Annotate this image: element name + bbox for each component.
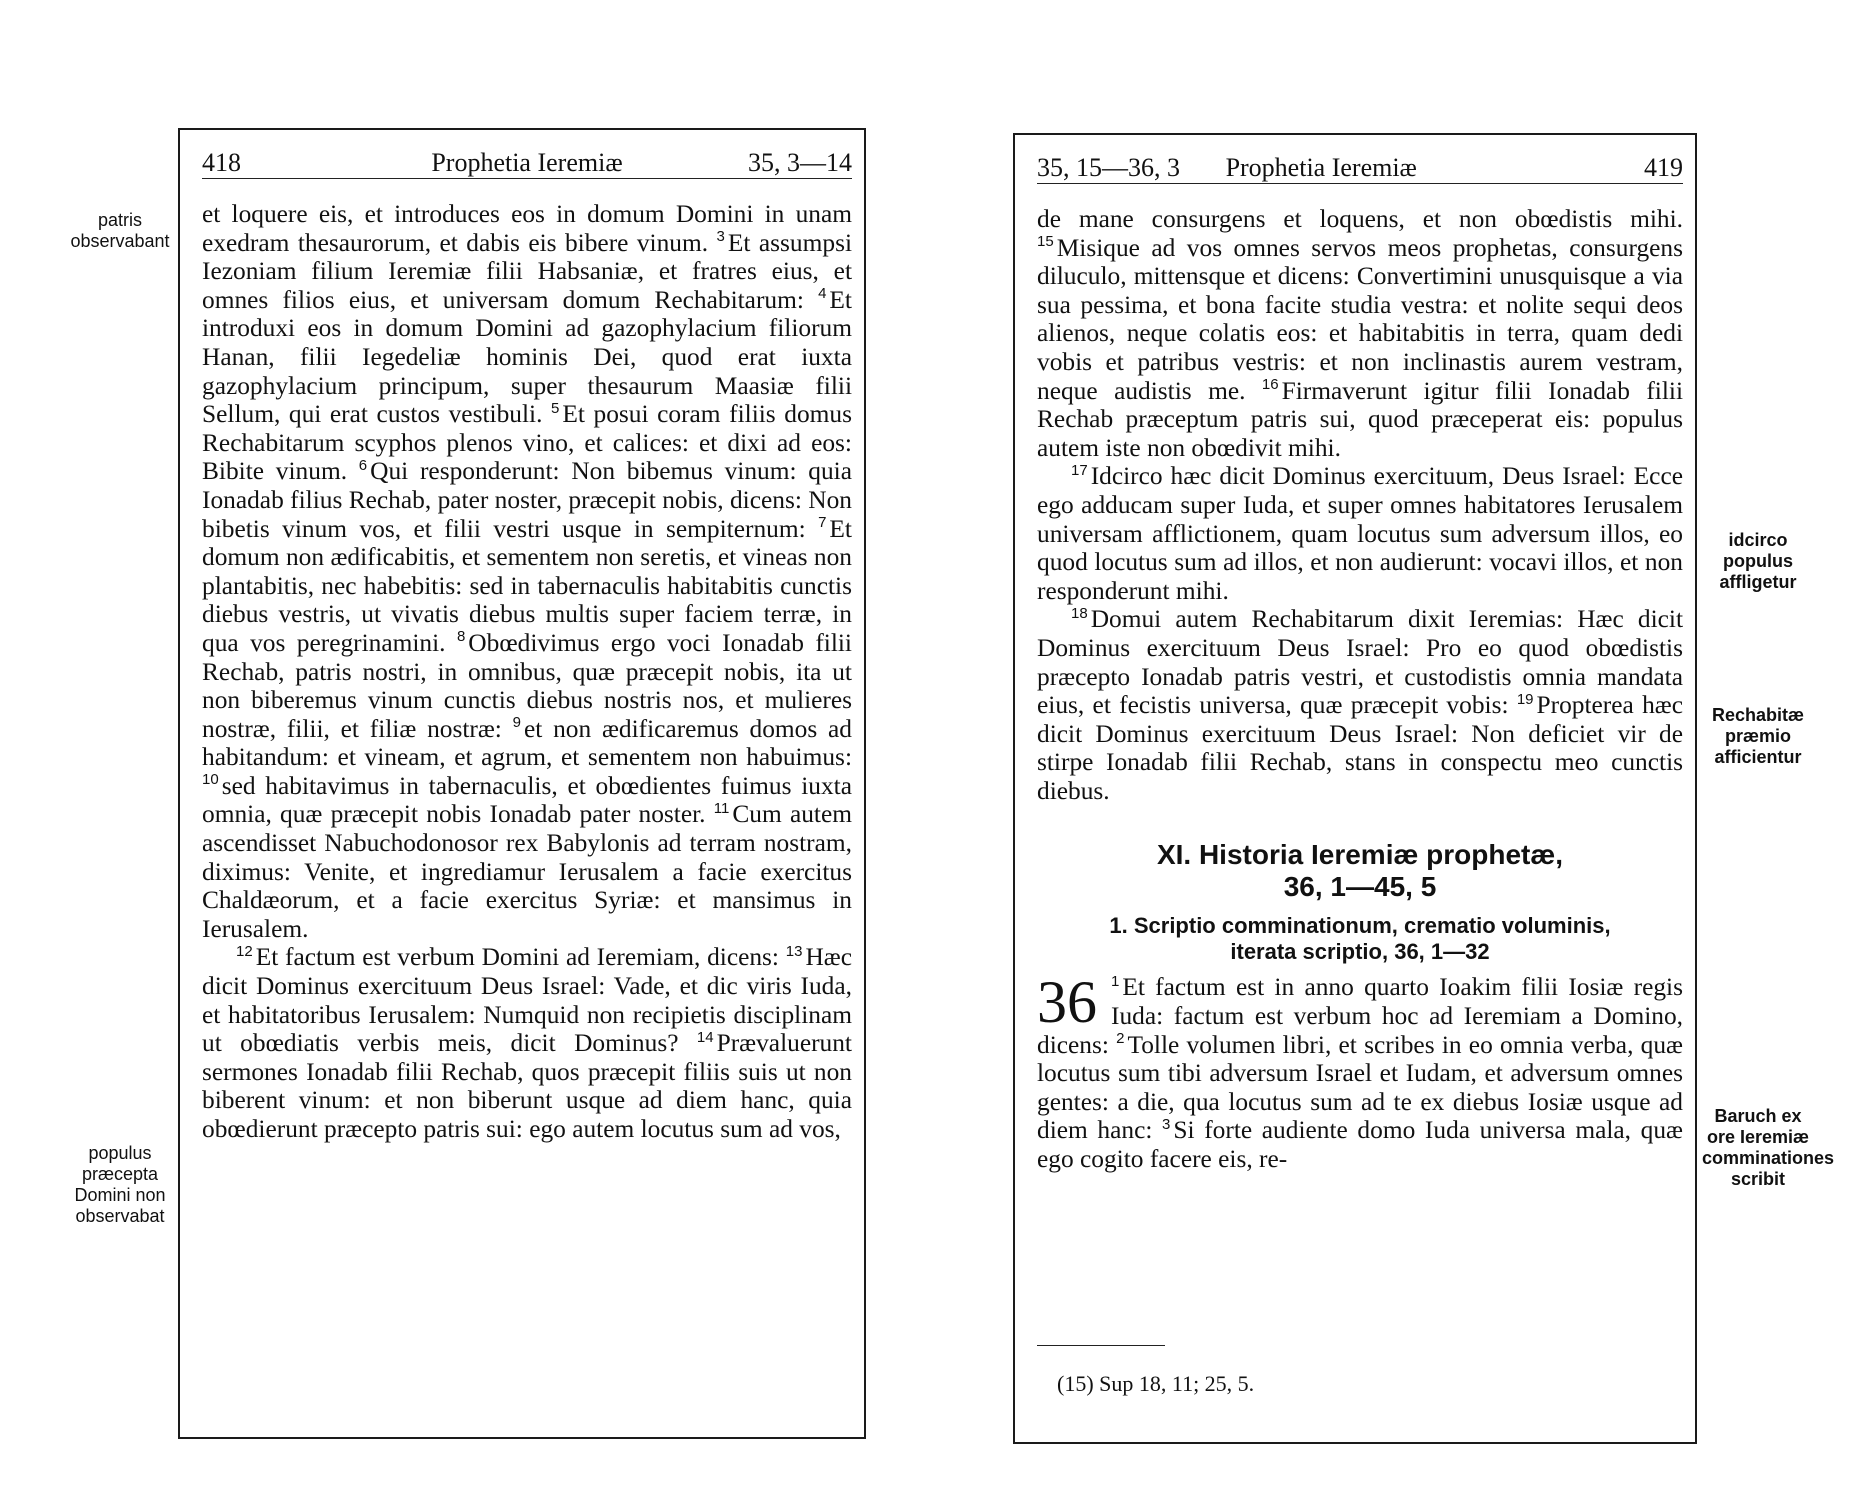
running-head-right [1037,153,1683,184]
verse-text: de mane consurgens et loquens, et non obœdistis mihi. [1037,205,1683,233]
verse-number: 3 [716,228,725,246]
paragraph [1037,462,1683,605]
verse-text: Firmaverunt igitur filii Ionadab filii Rechab præceptum patris sui, quod præceperat eis: populus autem iste non obœdivit mihi. [1037,376,1683,462]
verse-text: Prævaluerunt sermones Ionadab filii Rechab, quos præcepit filiis suis ut non biberent vinum: et non biberunt usque ad diem hanc, quia obœdierunt præcepto patris sui: ego autem locutus sum ad vos, [202,1029,852,1143]
paragraph [1037,205,1683,462]
section-title-line: XI. Historia Ieremiæ prophetæ, [1156,839,1564,871]
verse-range: 35, 3—14 [748,148,852,177]
footnote-divider [1037,1345,1165,1346]
verse-number: 17 [1071,461,1088,479]
verse-number: 8 [456,628,466,646]
verse-text: Propterea hæc dicit Dominus exercituum Deus Israel: Non deficiet vir de stirpe Ionadab filii Rechab, stans in conspectu meo cunctis diebus. [1037,691,1683,805]
margin-note: populus præcepta Domini non observabat [74,1143,166,1226]
verse-number: 13 [785,942,803,960]
right-paragraphs [1037,205,1683,805]
verse-number: 11 [713,800,730,817]
sub-title-line: 1. Scriptio comminationum, crematio voluminis, [1109,913,1611,939]
verse-number: 14 [696,1028,714,1046]
page-title: Prophetia Ieremiæ [431,148,623,177]
margin-note: patris observabant [70,210,170,251]
verse-number: 15 [1037,233,1054,251]
verse-number: 16 [1261,376,1279,394]
verse-range: 35, 15—36, 3 [1037,153,1180,182]
verse-text: Si forte audiente domo Iuda universa mala, quæ ego cogito facere eis, re- [1037,1116,1683,1174]
verse-text: Hæc dicit Dominus exercituum Deus Israel: Vade, et dic viris Iuda, et habitatoribus Ierusalem: Numquid non recipietis disciplinam ut obœdiatis verbis meis, dicit Dominus? [202,943,852,1058]
verse-number: 4 [818,285,827,303]
verse-number: 3 [1162,1115,1171,1133]
margin-note: idcirco populus affligetur [1719,530,1797,592]
paragraph [202,943,852,1143]
verse-number: 1 [1111,973,1120,990]
verse-text: Qui responderunt: Non bibemus vinum: quia Ionadab filius Rechab, pater noster, præcepit nobis, dicens: Non bibetis vinum vos, et filii vestri usque in sempiternum: [202,457,852,543]
verse-text: sed habitavimus in tabernaculis, et obœdientes fuimus iuxta omnia, quæ præcepit nobis Ionadab pater noster. [202,771,852,829]
verse-number: 6 [358,456,368,474]
page-title: Prophetia Ieremiæ [1225,153,1417,182]
verse-text: et loquere eis, et introduces eos in domum Domini in unam exedram thesaurorum, et dabis eis bibere vinum. [202,200,852,257]
paragraph [1037,605,1683,805]
verse-number: 12 [236,942,253,960]
verse-text: Misique ad vos omnes servos meos prophetas, consurgens diluculo, mittensque et dicens: Convertimini unusquisque a via sua pessima, et bona facite studia vestra: et nolite sequi deos alienos, neque colatis eos: et habitabitis in terra, quam dedi vobis et patribus vestris: et non inclinastis aurem vestram, neque audistis me. [1037,233,1683,405]
footnote: (15) Sup 18, 11; 25, 5. [1057,1371,1255,1396]
verse-text: Et domum non ædificabitis, et sementem non seretis, et vineas non plantabitis, nec habebitis: sed in tabernaculis habitabitis cunctis diebus vestris, ut vivatis diebus multis super faciem terræ, in qua vos peregrinamini. [202,514,852,657]
right-body-text [1037,205,1683,1174]
verse-text: Et factum est verbum Domini ad Ieremiam, dicens: [255,943,786,972]
verse-text: Et posui coram filiis domus Rechabitarum scyphos plenos vino, et calices: et dixi ad eos: Bibite vinum. [202,400,852,486]
verse-number: 5 [551,399,560,417]
section-title [1037,839,1683,903]
right-page [1013,133,1697,1444]
verse-text: Et introduxi eos in domum Domini ad gazophylacium filiorum Hanan, filii Iegedeliæ hominis Dei, quod erat iuxta gazophylacium principum, super thesaurum Maasiæ filii Sellum, qui erat custos vestibuli. [202,285,852,429]
verse-number: 10 [202,771,219,789]
verse-text: Et assumpsi Iezoniam filium Ieremiæ filii Habsaniæ, et fratres eius, et omnes filios eius, et universam domum Rechabitarum: [202,228,852,314]
paragraph [202,200,852,943]
verse-text: Cum autem ascendisset Nabuchodonosor rex Babylonis ad terram nostram, diximus: Venite, et ingrediamur Ierusalem a facie exercitus Chaldæorum, et a facie exercitus Syriæ: et mansimus in Ierusalem. [202,800,852,943]
page-number: 419 [1644,153,1683,182]
running-head-left [202,148,852,179]
margin-note: Baruch ex ore Ieremiæ comminationes scribit [1702,1106,1835,1189]
verse-text: et non ædificaremus domos ad habitandum: et vineam, et agrum, et sementem non habuimus: [202,714,852,772]
verse-number: 9 [512,714,521,732]
page-number: 418 [202,148,241,177]
verse-text: Et factum est in anno quarto Ioakim filii Iosiæ regis Iuda: factum est verbum hoc ad Ieremiam a Domino, dicens: [1037,973,1683,1059]
chapter-number: 36 [1037,969,1097,1036]
verse-number: 7 [818,514,827,532]
verse-text: Domui autem Rechabitarum dixit Ieremias: Hæc dicit Dominus exercituum Deus Israel: Pro eo quod obœdistis præcepto Ionadab patris vestri, et custodistis omnia mandata eius, et fecistis universa, quæ præcepit vobis: [1037,605,1683,720]
verse-number: 18 [1071,604,1088,622]
left-body-text [202,200,852,1144]
sub-title-line: iterata scriptio, 36, 1—32 [1230,939,1490,965]
verse-text: Obœdivimus ergo voci Ionadab filii Rechab, patris nostri, in omnibus, quæ præcepit nobis, ita ut non biberemus vinum cunctis diebus nostris nos, et mulieres nostræ, filii, et filiæ nostræ: [202,628,852,743]
sub-title [1037,913,1683,965]
verse-text: Idcirco hæc dicit Dominus exercituum, Deus Israel: Ecce ego adducam super Iuda, et super omnes habitatores Ierusalem universam afflictionem, quam locutus sum adversum illos, eo quod locutus sum ad illos, et non audierunt: vocavi illos, et non responderunt mihi. [1037,462,1683,605]
verse-number: 2 [1116,1030,1125,1048]
chapter-paragraph [1037,969,1683,1174]
section-title-line: 36, 1—45, 5 [1283,871,1437,903]
verse-text: Tolle volumen libri, et scribes in eo omnia verba, quæ locutus sum tibi adversum Israel et Iudam, et adversum omnes gentes: a die, qua locutus sum ad te ex diebus Iosiæ usque ad diem hanc: [1037,1030,1683,1145]
left-page [178,128,866,1439]
verse-number: 19 [1516,690,1534,708]
margin-note: Rechabitæ præmio afficientur [1711,705,1805,767]
